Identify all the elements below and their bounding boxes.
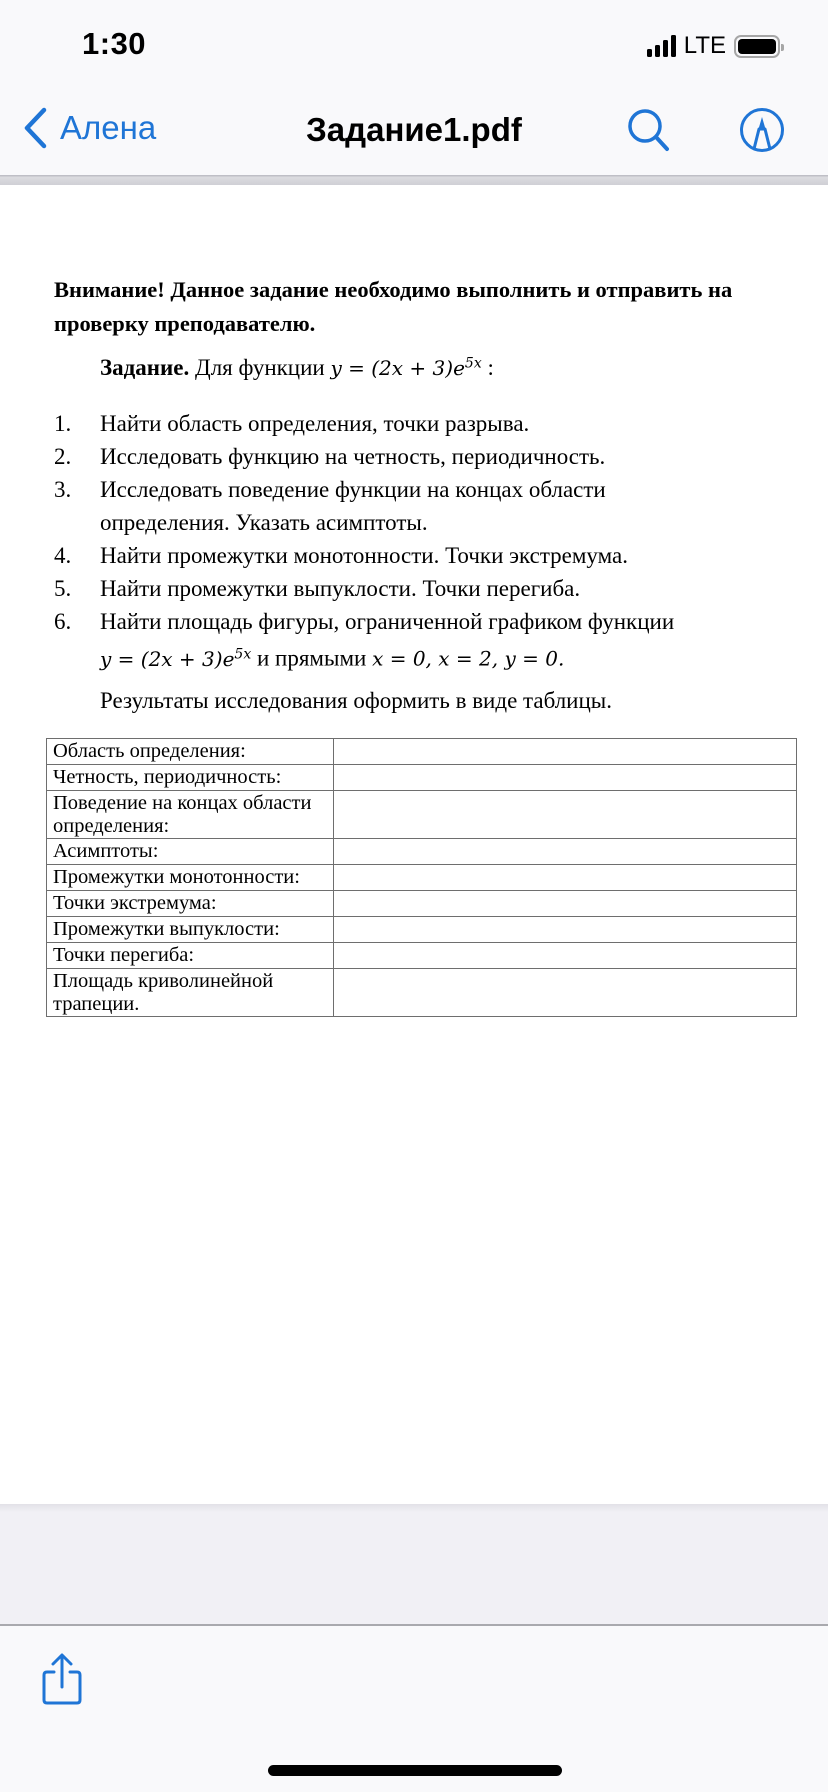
- row-value: [334, 943, 797, 969]
- search-button[interactable]: [626, 107, 672, 158]
- table-row: [47, 791, 797, 839]
- row-label: Промежутки выпуклости:: [47, 917, 334, 943]
- results-table: [46, 738, 797, 1017]
- status-bar: [0, 0, 828, 85]
- item-text: Исследовать функцию на четность, периодичность.: [100, 444, 606, 469]
- results-note: Результаты исследования оформить в виде таблицы.: [100, 688, 612, 713]
- list-item: [54, 473, 794, 539]
- list-item: [54, 572, 794, 605]
- chevron-left-icon: [22, 107, 48, 149]
- list-item: [54, 539, 794, 572]
- task-colon: :: [487, 355, 494, 380]
- row-value: [334, 765, 797, 791]
- list-item: [54, 605, 794, 638]
- back-button[interactable]: [22, 107, 156, 149]
- table-row: [47, 865, 797, 891]
- network-type: LTE: [683, 32, 726, 59]
- item-number: 6.: [54, 609, 72, 634]
- item-text: Найти промежутки выпуклости. Точки перегиба.: [100, 576, 581, 601]
- table-row: [47, 739, 797, 765]
- status-time: 1:30: [82, 26, 147, 61]
- row-label: Область определения:: [47, 739, 334, 765]
- task-intro: Для функции: [195, 355, 325, 380]
- task-label: Задание.: [100, 355, 190, 380]
- row-label: Асимптоты:: [47, 839, 334, 865]
- markup-button[interactable]: [739, 107, 785, 158]
- home-indicator[interactable]: [268, 1765, 562, 1776]
- bounding-lines: x = 0, x = 2, y = 0.: [372, 646, 565, 671]
- back-label: Алена: [60, 109, 157, 146]
- item-text: Найти промежутки монотонности. Точки экстремума.: [100, 543, 628, 568]
- row-value: [334, 839, 797, 865]
- item-number: 5.: [54, 576, 72, 601]
- signal-icon: [647, 35, 676, 57]
- row-label: Промежутки монотонности:: [47, 865, 334, 891]
- table-row: [47, 891, 797, 917]
- row-value: [334, 969, 797, 1017]
- row-value: [334, 891, 797, 917]
- item-number: 4.: [54, 543, 72, 568]
- formula-exponent: 5x: [234, 646, 252, 662]
- document-title: Задание1.pdf: [306, 111, 522, 148]
- item-number: 2.: [54, 444, 72, 469]
- item-text: Найти область определения, точки разрыва.: [100, 411, 530, 436]
- search-icon: [626, 107, 672, 153]
- row-label: Точки перегиба:: [47, 943, 334, 969]
- item-number: 1.: [54, 411, 72, 436]
- page-background: [0, 1504, 828, 1625]
- nav-bar: [0, 85, 828, 175]
- nav-separator: [0, 175, 828, 185]
- formula-base: y = (2x + 3)e: [100, 646, 235, 671]
- function-formula: [330, 356, 481, 380]
- row-label: Поведение на концах области определения:: [47, 791, 334, 839]
- row-label: Площадь криволинейной трапеции.: [47, 969, 334, 1017]
- table-row: [47, 917, 797, 943]
- table-row: [47, 765, 797, 791]
- item-text: Найти площадь фигуры, ограниченной графиком функции: [100, 609, 675, 634]
- battery-icon: [734, 35, 780, 58]
- item-text: Исследовать поведение функции на концах области определения. Указать асимптоты.: [100, 477, 606, 535]
- row-value: [334, 865, 797, 891]
- row-value: [334, 917, 797, 943]
- table-row: [47, 969, 797, 1017]
- list-item: [54, 407, 794, 440]
- area-formula: [100, 647, 251, 671]
- status-indicators: [647, 32, 780, 60]
- list-item: [54, 440, 794, 473]
- share-icon: [40, 1652, 84, 1706]
- pdf-page[interactable]: [0, 185, 828, 1504]
- table-row: [47, 943, 797, 969]
- formula-base: y = (2x + 3)e: [330, 356, 465, 380]
- warning-text: Внимание! Данное задание необходимо выполнить и отправить на проверку преподавателю.: [54, 277, 733, 336]
- table-row: [47, 839, 797, 865]
- share-button[interactable]: [40, 1652, 84, 1711]
- item-number: 3.: [54, 477, 72, 502]
- formula-connector: и прямыми: [251, 645, 373, 671]
- row-label: Четность, периодичность:: [47, 765, 334, 791]
- row-value: [334, 791, 797, 839]
- task-heading: [100, 355, 494, 381]
- task-list: [54, 407, 794, 676]
- task6-formula: [100, 638, 794, 676]
- markup-pen-icon: [739, 107, 785, 153]
- row-label: Точки экстремума:: [47, 891, 334, 917]
- row-value: [334, 739, 797, 765]
- formula-exponent: 5x: [464, 355, 482, 372]
